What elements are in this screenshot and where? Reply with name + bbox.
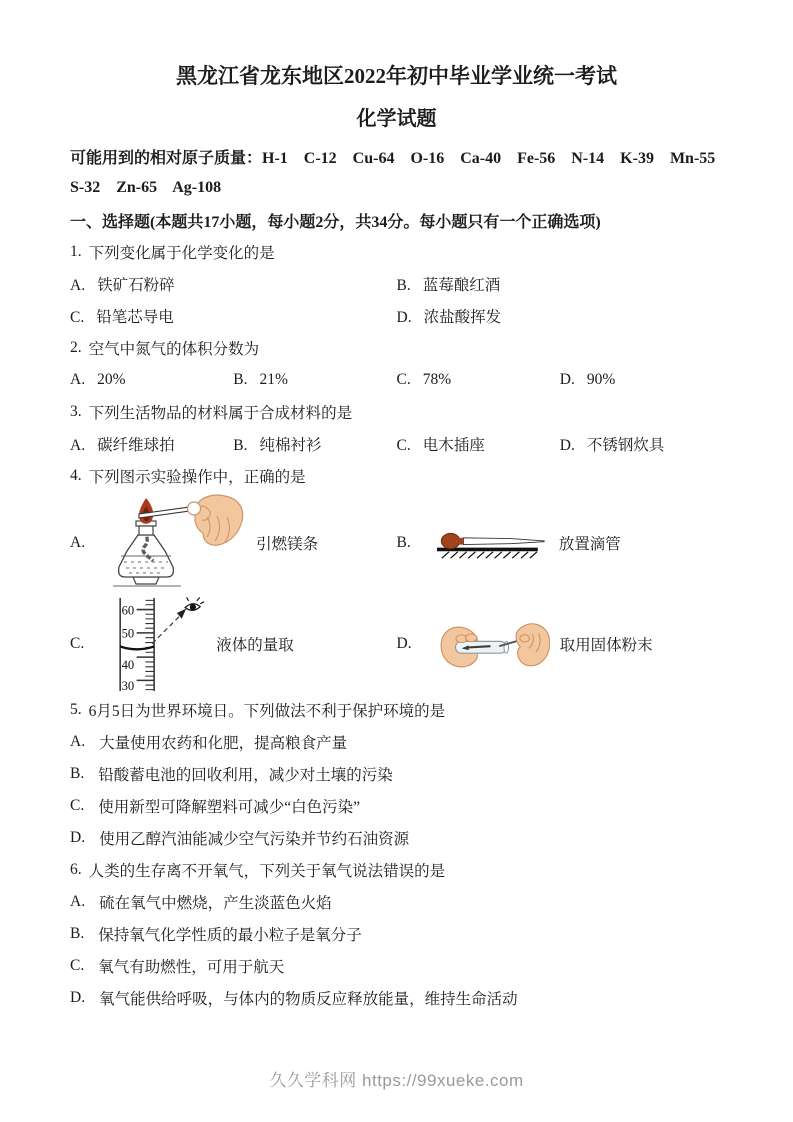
question-1-option-d: D. 浓盐酸挥发 xyxy=(396,309,502,326)
question-4-option-b: B. 放置滴管 xyxy=(397,492,724,594)
question-5-option-b: B. 铅酸蓄电池的回收利用，减少对土壤的污染 xyxy=(70,765,393,784)
scale-value-50: 50 xyxy=(121,626,135,641)
question-3-text: 下列生活物品的材料属于合成材料的是 xyxy=(88,405,353,422)
question-4-option-a: A. 引燃镁条 xyxy=(70,492,397,594)
question-6-number: 6. xyxy=(70,861,82,878)
question-1-number: 1. xyxy=(70,243,82,260)
question-6-option-a: A. 硫在氧气中燃烧，产生淡蓝色火焰 xyxy=(70,893,332,912)
question-2-stem xyxy=(70,332,723,364)
question-4-stem xyxy=(70,460,723,492)
question-6-option-b: B. 保持氧气化学性质的最小粒子是氧分子 xyxy=(70,925,362,944)
question-4-option-b-caption: 放置滴管 xyxy=(558,536,621,553)
minor-ticks xyxy=(146,600,155,689)
lamp-base xyxy=(133,577,159,584)
question-4-text: 下列图示实验操作中，正确的是 xyxy=(88,469,306,486)
question-4-option-c-caption: 液体的量取 xyxy=(216,637,294,654)
graduated-cylinder-illustration xyxy=(110,596,206,693)
section-heading: 一、选择题(本题共17小题，每小题2分，共34分。每小题只有一个正确选项) xyxy=(70,213,601,231)
hands-test-tube-illustration xyxy=(438,609,550,679)
question-1-options-row-1 xyxy=(70,268,723,300)
question-1-text: 下列变化属于化学变化的是 xyxy=(88,245,275,262)
question-6-option-d: D. 氧气能供给呼吸，与体内的物质反应释放能量，维持生命活动 xyxy=(70,989,518,1008)
question-2-option-c: C. 78% xyxy=(396,371,452,388)
right-pinch-finger xyxy=(519,635,529,642)
powder-smear xyxy=(467,646,490,647)
question-5-option-c: C. 使用新型可降解塑料可减少“白色污染” xyxy=(70,797,360,816)
question-4-image-row-2 xyxy=(70,594,723,694)
atomic-masses-line-1: 可能用到的相对原子质量：H-1 C-12 Cu-64 O-16 Ca-40 Fe-56 N-14 K-39 Mn-55 xyxy=(70,149,716,167)
question-3-number: 3. xyxy=(70,403,82,420)
table-hatching xyxy=(442,552,537,558)
question-4-option-c: C. 60 50 40 30 液体的量取 xyxy=(70,594,397,694)
question-1-option-a: A. 铁矿石粉碎 xyxy=(70,277,175,294)
question-3-option-d: D. 不锈钢炊具 xyxy=(559,437,665,454)
question-3-option-c: C. 电木插座 xyxy=(396,437,485,454)
lamp-collar xyxy=(139,526,153,535)
major-ticks xyxy=(137,609,154,680)
sight-line xyxy=(152,612,183,643)
question-6-text: 人类的生存离不开氧气，下列关于氧气说法错误的是 xyxy=(88,863,446,880)
question-3-option-a: A. 碳纤维球拍 xyxy=(70,437,175,454)
page-title: 黑龙江省龙东地区2022年初中毕业学业统一考试 xyxy=(176,64,617,88)
question-1-options-row-2 xyxy=(70,300,723,332)
dropper-tube xyxy=(463,538,544,545)
question-1-option-b: B. 蓝莓酿红酒 xyxy=(396,277,501,294)
question-5-text: 6月5日为世界环境日。下列做法不利于保护环境的是 xyxy=(88,703,446,720)
question-4-option-d-caption: 取用固体粉末 xyxy=(559,637,653,654)
dropper-bulb xyxy=(441,533,459,548)
question-4-number: 4. xyxy=(70,467,82,484)
question-2-option-a: A. 20% xyxy=(70,371,126,388)
question-3-stem xyxy=(70,396,723,428)
dropper-on-table-illustration xyxy=(437,522,549,564)
question-2-options-row xyxy=(70,364,723,396)
question-5-option-d: D. 使用乙醇汽油能减少空气污染并节约石油资源 xyxy=(70,829,410,848)
page-subtitle: 化学试题 xyxy=(356,108,437,130)
scale-value-60: 60 xyxy=(121,602,135,617)
question-1-stem xyxy=(70,236,723,268)
question-2-option-b: B. 21% xyxy=(233,371,288,388)
question-5-stem xyxy=(70,694,723,726)
watermark xyxy=(0,1066,793,1090)
question-4-option-d: D. 取用固体粉末 xyxy=(397,594,724,694)
dropper-collar xyxy=(459,538,463,545)
eye-lashes xyxy=(187,597,204,603)
question-6-option-c: C. 氧气有助燃性，可用于航天 xyxy=(70,957,285,976)
question-2-number: 2. xyxy=(70,339,82,356)
left-finger-2 xyxy=(465,634,476,642)
eye-pupil xyxy=(190,604,196,610)
question-4-option-a-caption: 引燃镁条 xyxy=(256,536,319,553)
question-5-option-a: A. 大量使用农药和化肥，提高粮食产量 xyxy=(70,733,348,752)
question-4-image-row-1 xyxy=(70,492,723,594)
alcohol-lamp-ignite-illustration xyxy=(111,493,246,593)
question-1-option-c: C. 铅笔芯导电 xyxy=(70,309,174,326)
watermark-text: 久久学科网 https://99xueke.com xyxy=(269,1071,524,1090)
question-3-options-row xyxy=(70,428,723,460)
scale-value-30: 30 xyxy=(121,678,135,693)
right-hand-icon xyxy=(516,624,550,666)
question-2-text: 空气中氮气的体积分数为 xyxy=(88,341,260,358)
atomic-masses-line-2: S-32 Zn-65 Ag-108 xyxy=(70,179,222,196)
question-6-stem xyxy=(70,854,723,886)
question-5-number: 5. xyxy=(70,701,82,718)
meniscus xyxy=(120,646,154,649)
scale-value-40: 40 xyxy=(121,657,135,672)
question-2-option-d: D. 90% xyxy=(559,371,616,388)
question-3-option-b: B. 纯棉衬衫 xyxy=(233,437,322,454)
fingertip-holding-strip xyxy=(188,502,201,515)
